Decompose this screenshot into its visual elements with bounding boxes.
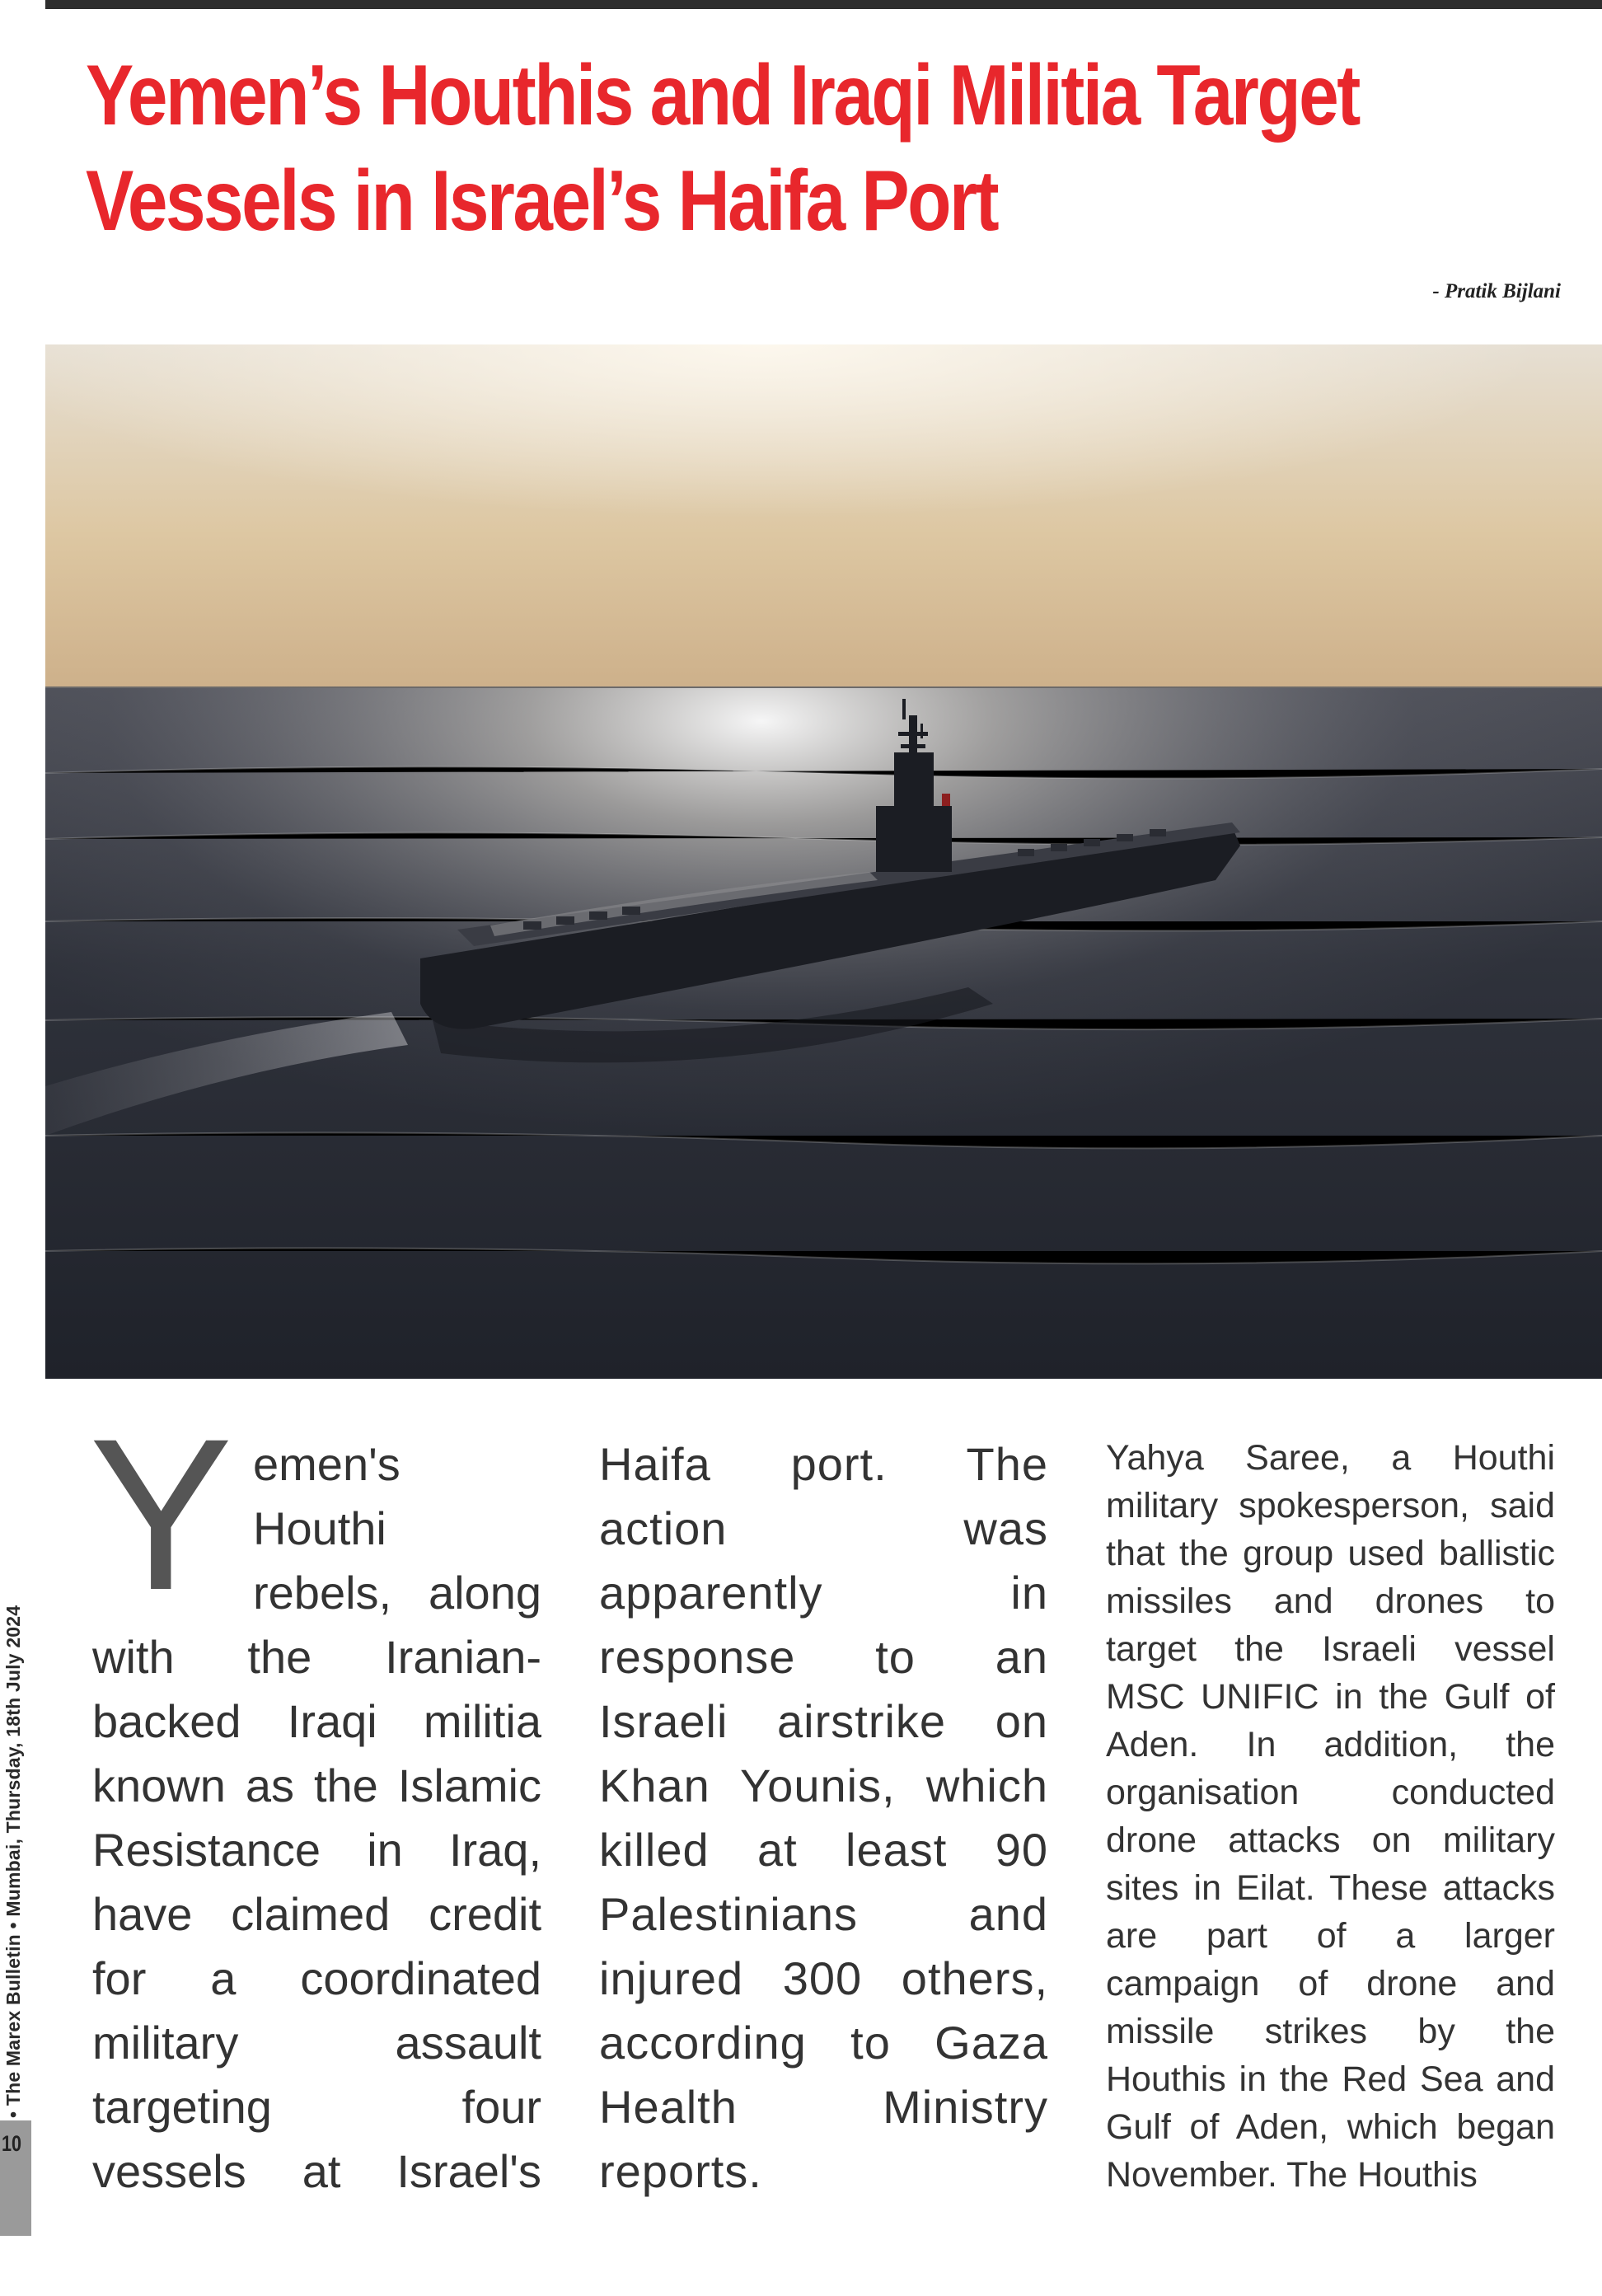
top-rule	[45, 0, 1602, 9]
article-line: November. The Houthis	[1106, 2155, 1478, 2195]
article-line: campaign of drone and	[1106, 1964, 1555, 2003]
article-line: missiles and drones to	[1106, 1581, 1555, 1621]
article-line: reports.	[599, 2145, 762, 2197]
article-line: MSC UNIFIC in the Gulf of	[1106, 1677, 1555, 1717]
article-line: Resistance in Iraq,	[92, 1824, 541, 1876]
running-head: • The Marex Bulletin • Mumbai, Thursday, 18th July 2024	[2, 1605, 24, 2118]
article-line: drone attacks on military	[1106, 1820, 1555, 1860]
article-line: Yahya Saree, a Houthi	[1106, 1438, 1555, 1478]
article-column-2	[599, 1432, 1048, 2204]
article-line: for a coordinated	[92, 1952, 541, 2004]
article-line: vessels at Israel's	[92, 2145, 541, 2197]
article-line: Khan Younis, which	[599, 1759, 1048, 1811]
article-line: response to an	[599, 1631, 1048, 1683]
article-line: are part of a larger	[1106, 1916, 1555, 1956]
article-line: Houthis in the Red Sea and	[1106, 2059, 1555, 2099]
drop-cap: Y	[89, 1394, 233, 1635]
article-line: Israeli airstrike on	[599, 1695, 1048, 1747]
article-line: targeting four	[92, 2081, 541, 2133]
article-line: emen's	[253, 1438, 400, 1490]
article-line: have claimed credit	[92, 1888, 541, 1940]
article-line: Gulf of Aden, which began	[1106, 2107, 1555, 2147]
article-line: Aden. In addition, the	[1106, 1725, 1555, 1764]
article-line: injured 300 others,	[599, 1952, 1048, 2004]
article-line: that the group used ballistic	[1106, 1534, 1555, 1573]
article-column-3	[1106, 1434, 1555, 2199]
article-line: Palestinians and	[599, 1888, 1048, 1940]
article-line: missile strikes by the	[1106, 2012, 1555, 2051]
article-line: killed at least 90	[599, 1824, 1048, 1876]
article-line: backed Iraqi militia	[92, 1695, 541, 1747]
article-line: with the Iranian-	[92, 1631, 541, 1683]
article-column-1	[92, 1432, 541, 2204]
article-line: Haifa port. The	[599, 1438, 1048, 1490]
article-line: Health Ministry	[599, 2081, 1048, 2133]
article-line: target the Israeli vessel	[1106, 1629, 1555, 1669]
article-line: known as the Islamic	[92, 1759, 541, 1811]
headline-line-2: Vessels in Israel’s Haifa Port	[86, 153, 998, 249]
article-line: action was	[599, 1502, 1048, 1554]
page-number: 10	[2, 2131, 22, 2156]
article-line: organisation conducted	[1106, 1773, 1555, 1812]
article-line: sites in Eilat. These attacks	[1106, 1868, 1555, 1908]
byline: - Pratik Bijlani	[1432, 280, 1561, 302]
article-line: apparently in	[599, 1567, 1048, 1619]
article-line: rebels, along	[253, 1567, 541, 1619]
article-line: military spokesperson, said	[1106, 1486, 1555, 1525]
article-line: Houthi	[253, 1502, 386, 1554]
article-line: military assault	[92, 2017, 541, 2069]
headline	[86, 43, 1359, 254]
headline-line-1: Yemen’s Houthis and Iraqi Militia Target	[86, 48, 1359, 143]
aircraft-carrier-photo	[45, 344, 1602, 1379]
article-line: according to Gaza	[599, 2017, 1048, 2069]
